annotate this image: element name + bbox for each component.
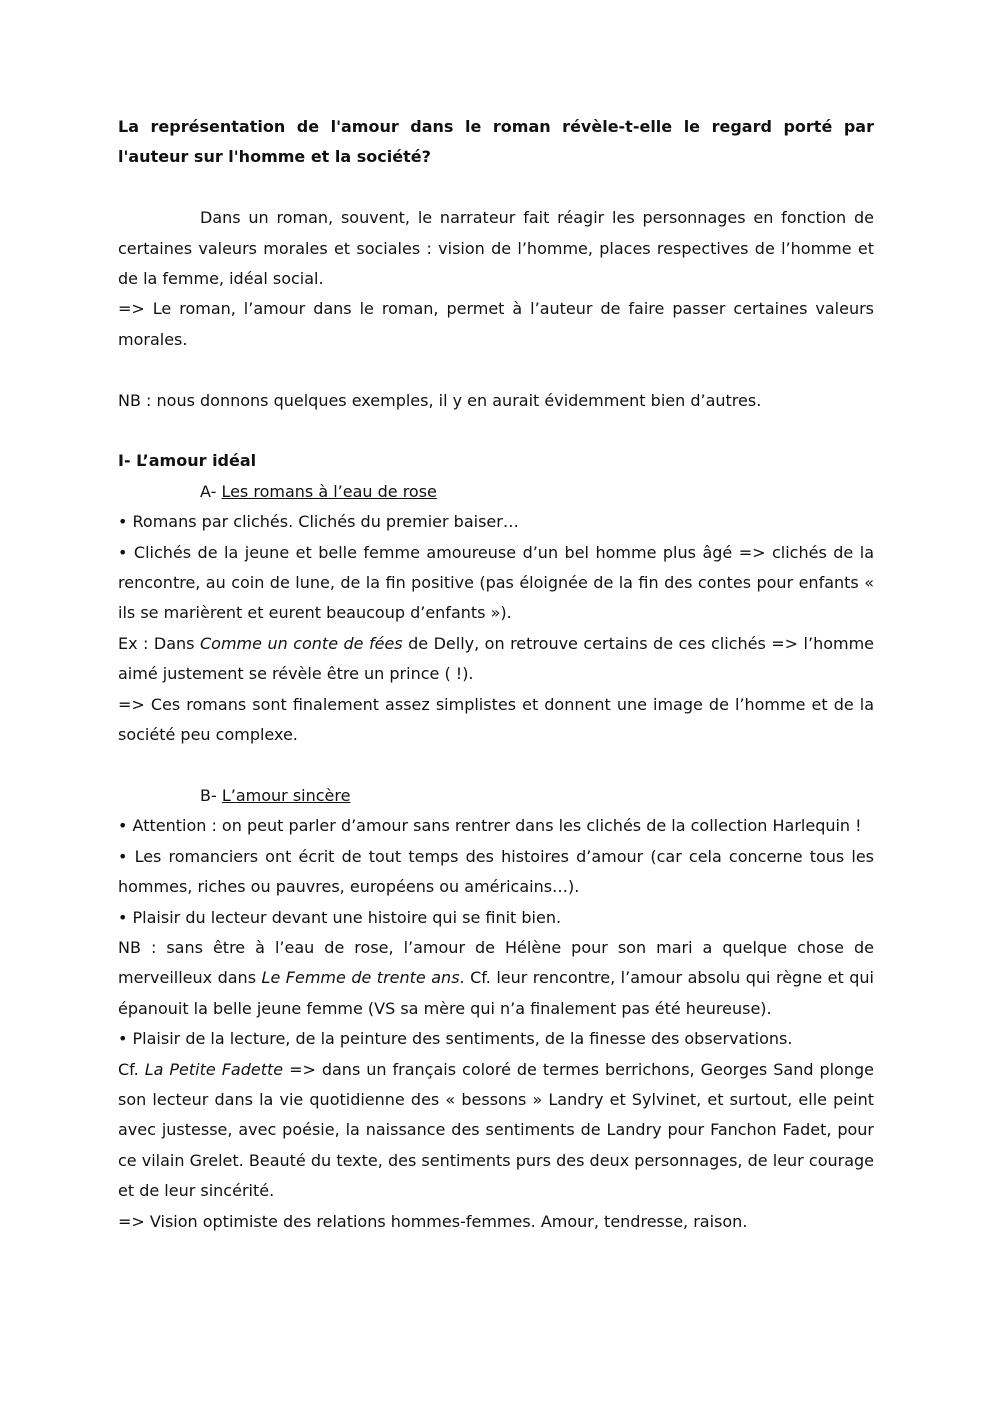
note-prefix: NB : sans être à l’eau de rose, l’amour de Hélène pour son mari a quelque chose de merveilleux dans	[118, 937, 874, 988]
book-title: La Petite Fadette	[144, 1059, 284, 1079]
bullet-item: • Plaisir de la lecture, de la peinture des sentiments, de la finesse des observations.	[118, 1029, 793, 1049]
subsection-prefix: A-	[200, 481, 222, 501]
intro-paragraph: Dans un roman, souvent, le narrateur fait réagir les personnages en fonction de certaines valeurs morales et sociales : vision de l’homme, places respectives de l’homme et de la femme, idéal social.	[118, 208, 874, 289]
book-title: Le Femme de trente ans	[261, 968, 460, 988]
reference-text: => dans un français coloré de termes berrichons, Georges Sand plonge son lecteur dans la vie quotidienne des « bessons » Landry et Sylvinet, et surtout, elle peint avec justesse, avec poésie, la naissance des sentiments de Landry pour Fanchon Fadet, pour ce vilain Grelet. Beauté du texte, des sentiments purs des deux personnages, de leur courage et de leur sincérité.	[118, 1059, 874, 1201]
intro-conclusion: => Le roman, l’amour dans le roman, permet à l’auteur de faire passer certaines valeurs morales.	[118, 299, 874, 349]
document-page	[118, 112, 874, 1237]
subsection-heading-b	[118, 781, 874, 811]
conclusion-paragraph: => Ces romans sont finalement assez simplistes et donnent une image de l’homme et de la société peu complexe.	[118, 694, 874, 745]
spacer	[118, 355, 874, 385]
spacer	[118, 416, 874, 446]
book-title: Comme un conte de fées	[200, 633, 403, 653]
bullet-item: • Attention : on peut parler d’amour sans rentrer dans les clichés de la collection Harlequin !	[118, 816, 862, 836]
example-prefix: Ex : Dans	[118, 633, 200, 653]
bullet-item: • Plaisir du lecteur devant une histoire qui se finit bien.	[118, 907, 562, 927]
conclusion-paragraph: => Vision optimiste des relations hommes-femmes. Amour, tendresse, raison.	[118, 1211, 748, 1231]
intro-note: NB : nous donnons quelques exemples, il y en aurait évidemment bien d’autres.	[118, 390, 762, 410]
bullet-item: • Clichés de la jeune et belle femme amoureuse d’un bel homme plus âgé => clichés de la rencontre, au coin de lune, de la fin positive (pas éloignée de la fin des contes pour enfants « ils se marièrent et eurent beaucoup d’enfants »).	[118, 542, 874, 623]
subsection-label: Les romans à l’eau de rose	[221, 481, 437, 501]
reference-prefix: Cf.	[118, 1059, 145, 1079]
example-paragraph	[118, 629, 874, 690]
reference-paragraph	[118, 1055, 874, 1207]
spacer	[118, 750, 874, 780]
bullet-item: • Les romanciers ont écrit de tout temps des histoires d’amour (car cela concerne tous les hommes, riches ou pauvres, européens ou américains…).	[118, 846, 874, 897]
subsection-prefix: B-	[200, 785, 222, 805]
note-paragraph	[118, 933, 874, 1024]
subsection-heading-a	[118, 477, 874, 507]
note-text: . Cf. leur rencontre, l’amour absolu qui règne et qui épanouit la belle jeune femme (VS sa mère qui n’a finalement pas été heureuse).	[118, 968, 875, 1018]
subsection-label: L’amour sincère	[221, 785, 351, 805]
section-heading: I- L’amour idéal	[118, 451, 257, 471]
spacer	[118, 173, 874, 203]
example-text: de Delly, on retrouve certains de ces clichés => l’homme aimé justement se révèle être un prince ( !).	[118, 633, 875, 684]
bullet-item: • Romans par clichés. Clichés du premier baiser…	[118, 512, 519, 532]
document-title: La représentation de l'amour dans le roman révèle-t-elle le regard porté par l'auteur sur l'homme et la société?	[118, 117, 874, 167]
